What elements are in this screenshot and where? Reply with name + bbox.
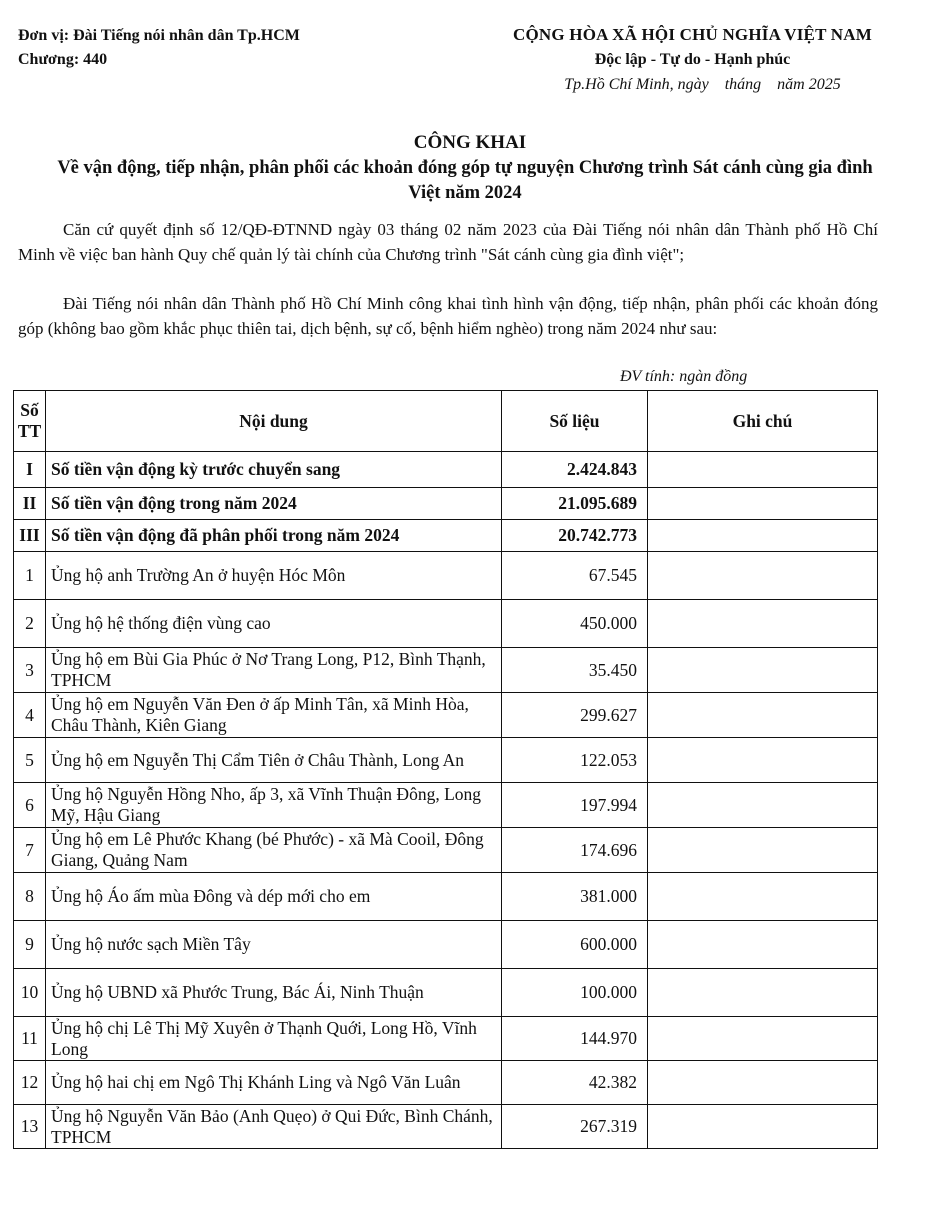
issuing-unit: Đơn vị: Đài Tiếng nói nhân dân Tp.HCM (18, 27, 300, 44)
row-no: 6 (14, 783, 46, 828)
row-content: Số tiền vận động trong năm 2024 (46, 488, 502, 520)
row-no: 12 (14, 1061, 46, 1105)
row-content: Ủng hộ hệ thống điện vùng cao (46, 600, 502, 648)
table-row (14, 969, 878, 1017)
budget-chapter: Chương: 440 (18, 51, 108, 68)
row-content: Ủng hộ chị Lê Thị Mỹ Xuyên ở Thạnh Quới, Long Hồ, Vĩnh Long (46, 1017, 502, 1061)
national-header (500, 22, 885, 97)
row-content: Ủng hộ Nguyễn Hồng Nho, ấp 3, xã Vĩnh Thuận Đông, Long Mỹ, Hậu Giang (46, 783, 502, 828)
row-content: Ủng hộ em Nguyễn Văn Đen ở ấp Minh Tân, xã Minh Hòa, Châu Thành, Kiên Giang (46, 693, 502, 738)
row-content: Ủng hộ em Bùi Gia Phúc ở Nơ Trang Long, P12, Bình Thạnh, TPHCM (46, 648, 502, 693)
document-subtitle: Về vận động, tiếp nhận, phân phối các khoản đóng góp tự nguyện Chương trình Sát cánh cùng gia đình Việt năm 2024 (57, 158, 873, 203)
row-no: II (14, 488, 46, 520)
header-note: Ghi chú (648, 391, 878, 452)
row-value: 197.994 (502, 783, 648, 828)
row-content: Ủng hộ UBND xã Phước Trung, Bác Ái, Ninh Thuận (46, 969, 502, 1017)
row-note (648, 1061, 878, 1105)
row-value: 267.319 (502, 1105, 648, 1149)
table-row (14, 873, 878, 921)
row-no: 9 (14, 921, 46, 969)
row-content: Ủng hộ em Lê Phước Khang (bé Phước) - xã Mà Cooil, Đông Giang, Quảng Nam (46, 828, 502, 873)
section-row (14, 520, 878, 552)
row-no: 13 (14, 1105, 46, 1149)
table-row (14, 648, 878, 693)
row-content: Ủng hộ nước sạch Miền Tây (46, 921, 502, 969)
disclosure-paragraph: Đài Tiếng nói nhân dân Thành phố Hồ Chí Minh công khai tình hình vận động, tiếp nhận, phân phối các khoản đóng góp (không bao gồm khắc phục thiên tai, dịch bệnh, sự cố, bệnh hiểm nghèo) trong năm 2024 như sau: (18, 294, 878, 338)
row-no: I (14, 452, 46, 488)
row-note (648, 488, 878, 520)
row-value: 2.424.843 (502, 452, 648, 488)
table-row (14, 1105, 878, 1149)
row-no: 11 (14, 1017, 46, 1061)
section-row (14, 452, 878, 488)
row-note (648, 969, 878, 1017)
row-no: III (14, 520, 46, 552)
row-note (648, 452, 878, 488)
disclosure-table (13, 390, 878, 1149)
document-title: CÔNG KHAI (413, 132, 527, 153)
row-value: 144.970 (502, 1017, 648, 1061)
row-no: 4 (14, 693, 46, 738)
row-value: 122.053 (502, 738, 648, 783)
row-note (648, 1017, 878, 1061)
issuing-unit-block (18, 24, 300, 72)
row-value: 20.742.773 (502, 520, 648, 552)
row-value: 21.095.689 (502, 488, 648, 520)
row-content: Số tiền vận động kỳ trước chuyển sang (46, 452, 502, 488)
row-note (648, 783, 878, 828)
row-value: 35.450 (502, 648, 648, 693)
row-note (648, 648, 878, 693)
row-value: 174.696 (502, 828, 648, 873)
nation-name: CỘNG HÒA XÃ HỘI CHỦ NGHĨA VIỆT NAM (513, 25, 872, 44)
row-value: 299.627 (502, 693, 648, 738)
row-no: 5 (14, 738, 46, 783)
row-content: Ủng hộ Nguyễn Văn Bảo (Anh Quẹo) ở Qui Đức, Bình Chánh, TPHCM (46, 1105, 502, 1149)
header-no: Số TT (14, 391, 46, 452)
row-note (648, 828, 878, 873)
national-motto: Độc lập - Tự do - Hạnh phúc (594, 51, 791, 68)
row-note (648, 520, 878, 552)
section-row (14, 488, 878, 520)
row-no: 2 (14, 600, 46, 648)
row-value: 600.000 (502, 921, 648, 969)
header-value: Số liệu (502, 391, 648, 452)
table-row (14, 738, 878, 783)
row-note (648, 552, 878, 600)
row-no: 3 (14, 648, 46, 693)
row-value: 381.000 (502, 873, 648, 921)
row-note (648, 873, 878, 921)
table-header-row (14, 391, 878, 452)
place-date: Tp.Hồ Chí Minh, ngày tháng năm 2025 (564, 76, 841, 93)
table-row (14, 1017, 878, 1061)
row-no: 8 (14, 873, 46, 921)
row-no: 10 (14, 969, 46, 1017)
table-row (14, 828, 878, 873)
row-value: 67.545 (502, 552, 648, 600)
row-value: 100.000 (502, 969, 648, 1017)
header-content: Nội dung (46, 391, 502, 452)
row-note (648, 600, 878, 648)
table-row (14, 921, 878, 969)
row-note (648, 1105, 878, 1149)
table-row (14, 552, 878, 600)
row-content: Ủng hộ em Nguyễn Thị Cẩm Tiên ở Châu Thành, Long An (46, 738, 502, 783)
table-row (14, 600, 878, 648)
table-row (14, 693, 878, 738)
table-row (14, 783, 878, 828)
row-note (648, 921, 878, 969)
currency-unit-note: ĐV tính: ngàn đồng (620, 368, 748, 385)
row-no: 1 (14, 552, 46, 600)
row-note (648, 693, 878, 738)
legal-basis-paragraph: Căn cứ quyết định số 12/QĐ-ĐTNND ngày 03 tháng 02 năm 2023 của Đài Tiếng nói nhân dân Thành phố Hồ Chí Minh về việc ban hành Quy chế quản lý tài chính của Chương trình "Sát cánh cùng gia đình việt"; (18, 220, 878, 264)
row-content: Ủng hộ anh Trường An ở huyện Hóc Môn (46, 552, 502, 600)
row-content: Số tiền vận động đã phân phối trong năm 2024 (46, 520, 502, 552)
row-no: 7 (14, 828, 46, 873)
row-content: Ủng hộ Áo ấm mùa Đông và dép mới cho em (46, 873, 502, 921)
row-value: 42.382 (502, 1061, 648, 1105)
table-row (14, 1061, 878, 1105)
row-note (648, 738, 878, 783)
row-content: Ủng hộ hai chị em Ngô Thị Khánh Ling và Ngô Văn Luân (46, 1061, 502, 1105)
row-value: 450.000 (502, 600, 648, 648)
